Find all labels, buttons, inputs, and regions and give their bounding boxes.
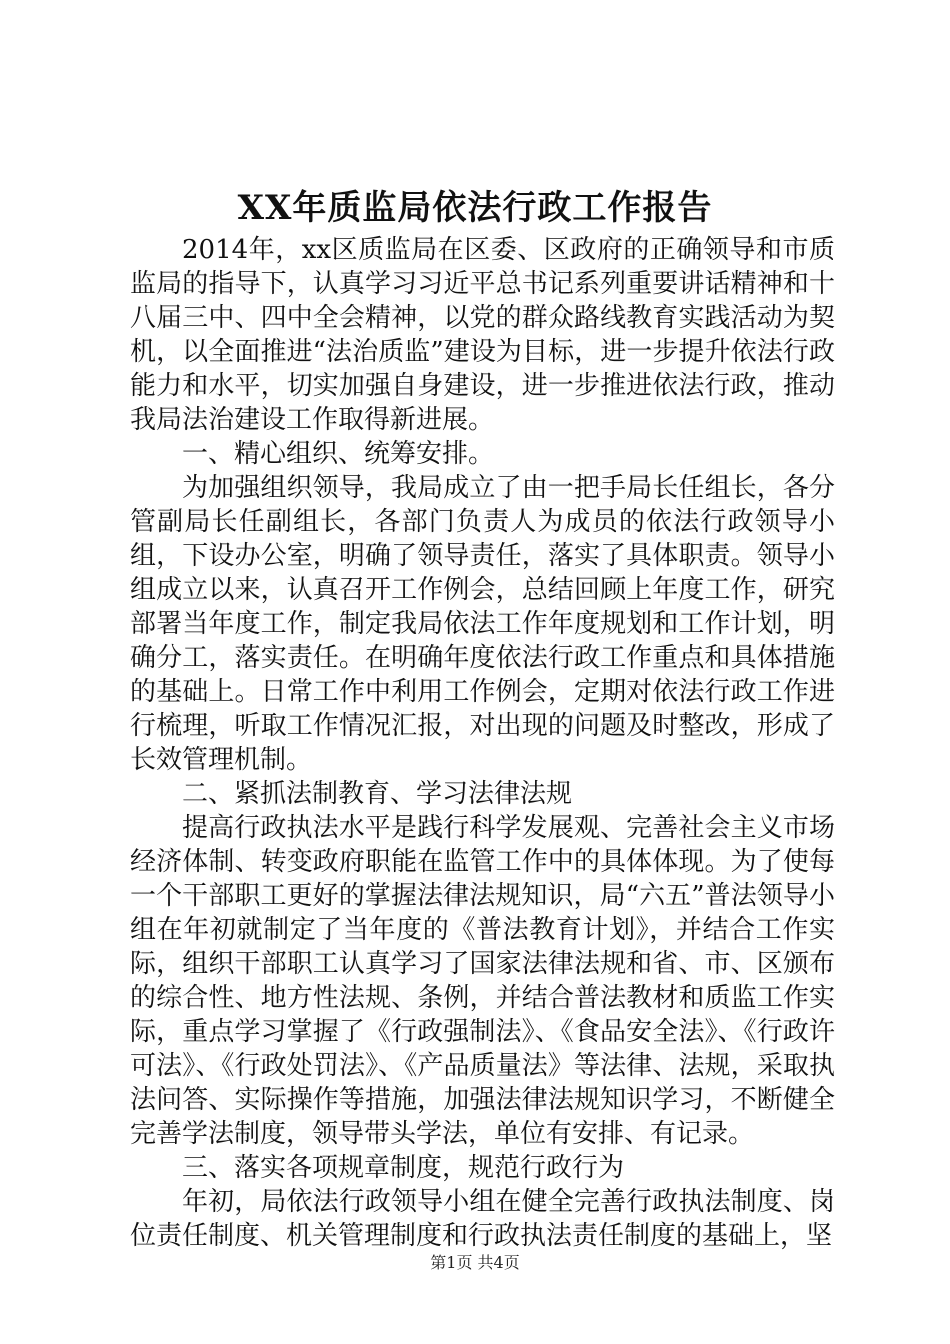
section-heading-3: 三、落实各项规章制度，规范行政行为 xyxy=(182,1153,625,1183)
document-title: XX年质监局依法行政工作报告 xyxy=(237,188,713,228)
section-heading-2: 二、紧抓法制教育、学习法律法规 xyxy=(182,779,573,809)
section-paragraph-2: 提高行政执法水平是践行科学发展观、完善社会主义市场经济体制、转变政府职能在监管工作中的具体体现。为了使每一个干部职工更好的掌握法律法规知识，局“六五”普法领导小组在年初就制定了当年度的《普法教育计划》，并结合工作实际，组织干部职工认真学习了国家法律法规和省、市、区颁布的综合性、地方性法规、条例，并结合普法教材和质监工作实际，重点学习掌握了《行政强制法》、《食品安全法》、《行政许可法》、《行政处罚法》、《产品质量法》等法律、法规，采取执法问答、实际操作等措施，加强法律法规知识学习，不断健全完善学法制度，领导带头学法，单位有安排、有记录。 xyxy=(130,813,835,1149)
page-number-footer: 第1页 共4页 xyxy=(430,1253,520,1272)
section-paragraph-3: 年初，局依法行政领导小组在健全完善行政执法制度、岗位责任制度、机关管理制度和行政执法责任制度的基础上，坚 xyxy=(130,1187,835,1251)
intro-paragraph: 2014年，xx区质监局在区委、区政府的正确领导和市质监局的指导下，认真学习习近平总书记系列重要讲话精神和十八届三中、四中全会精神，以党的群众路线教育实践活动为契机，以全面推进“法治质监”建设为目标，进一步提升依法行政能力和水平，切实加强自身建设，进一步推进依法行政，推动我局法治建设工作取得新进展。 xyxy=(130,235,835,435)
section-paragraph-1: 为加强组织领导，我局成立了由一把手局长任组长，各分管副局长任副组长，各部门负责人为成员的依法行政领导小组，下设办公室，明确了领导责任，落实了具体职责。领导小组成立以来，认真召开工作例会，总结回顾上年度工作，研究部署当年度工作，制定我局依法工作年度规划和工作计划，明确分工，落实责任。在明确年度依法行政工作重点和具体措施的基础上。日常工作中利用工作例会，定期对依法行政工作进行梳理，听取工作情况汇报，对出现的问题及时整改，形成了长效管理机制。 xyxy=(130,473,835,775)
document-body xyxy=(130,233,835,1253)
section-heading-1: 一、精心组织、统筹安排。 xyxy=(182,439,495,469)
